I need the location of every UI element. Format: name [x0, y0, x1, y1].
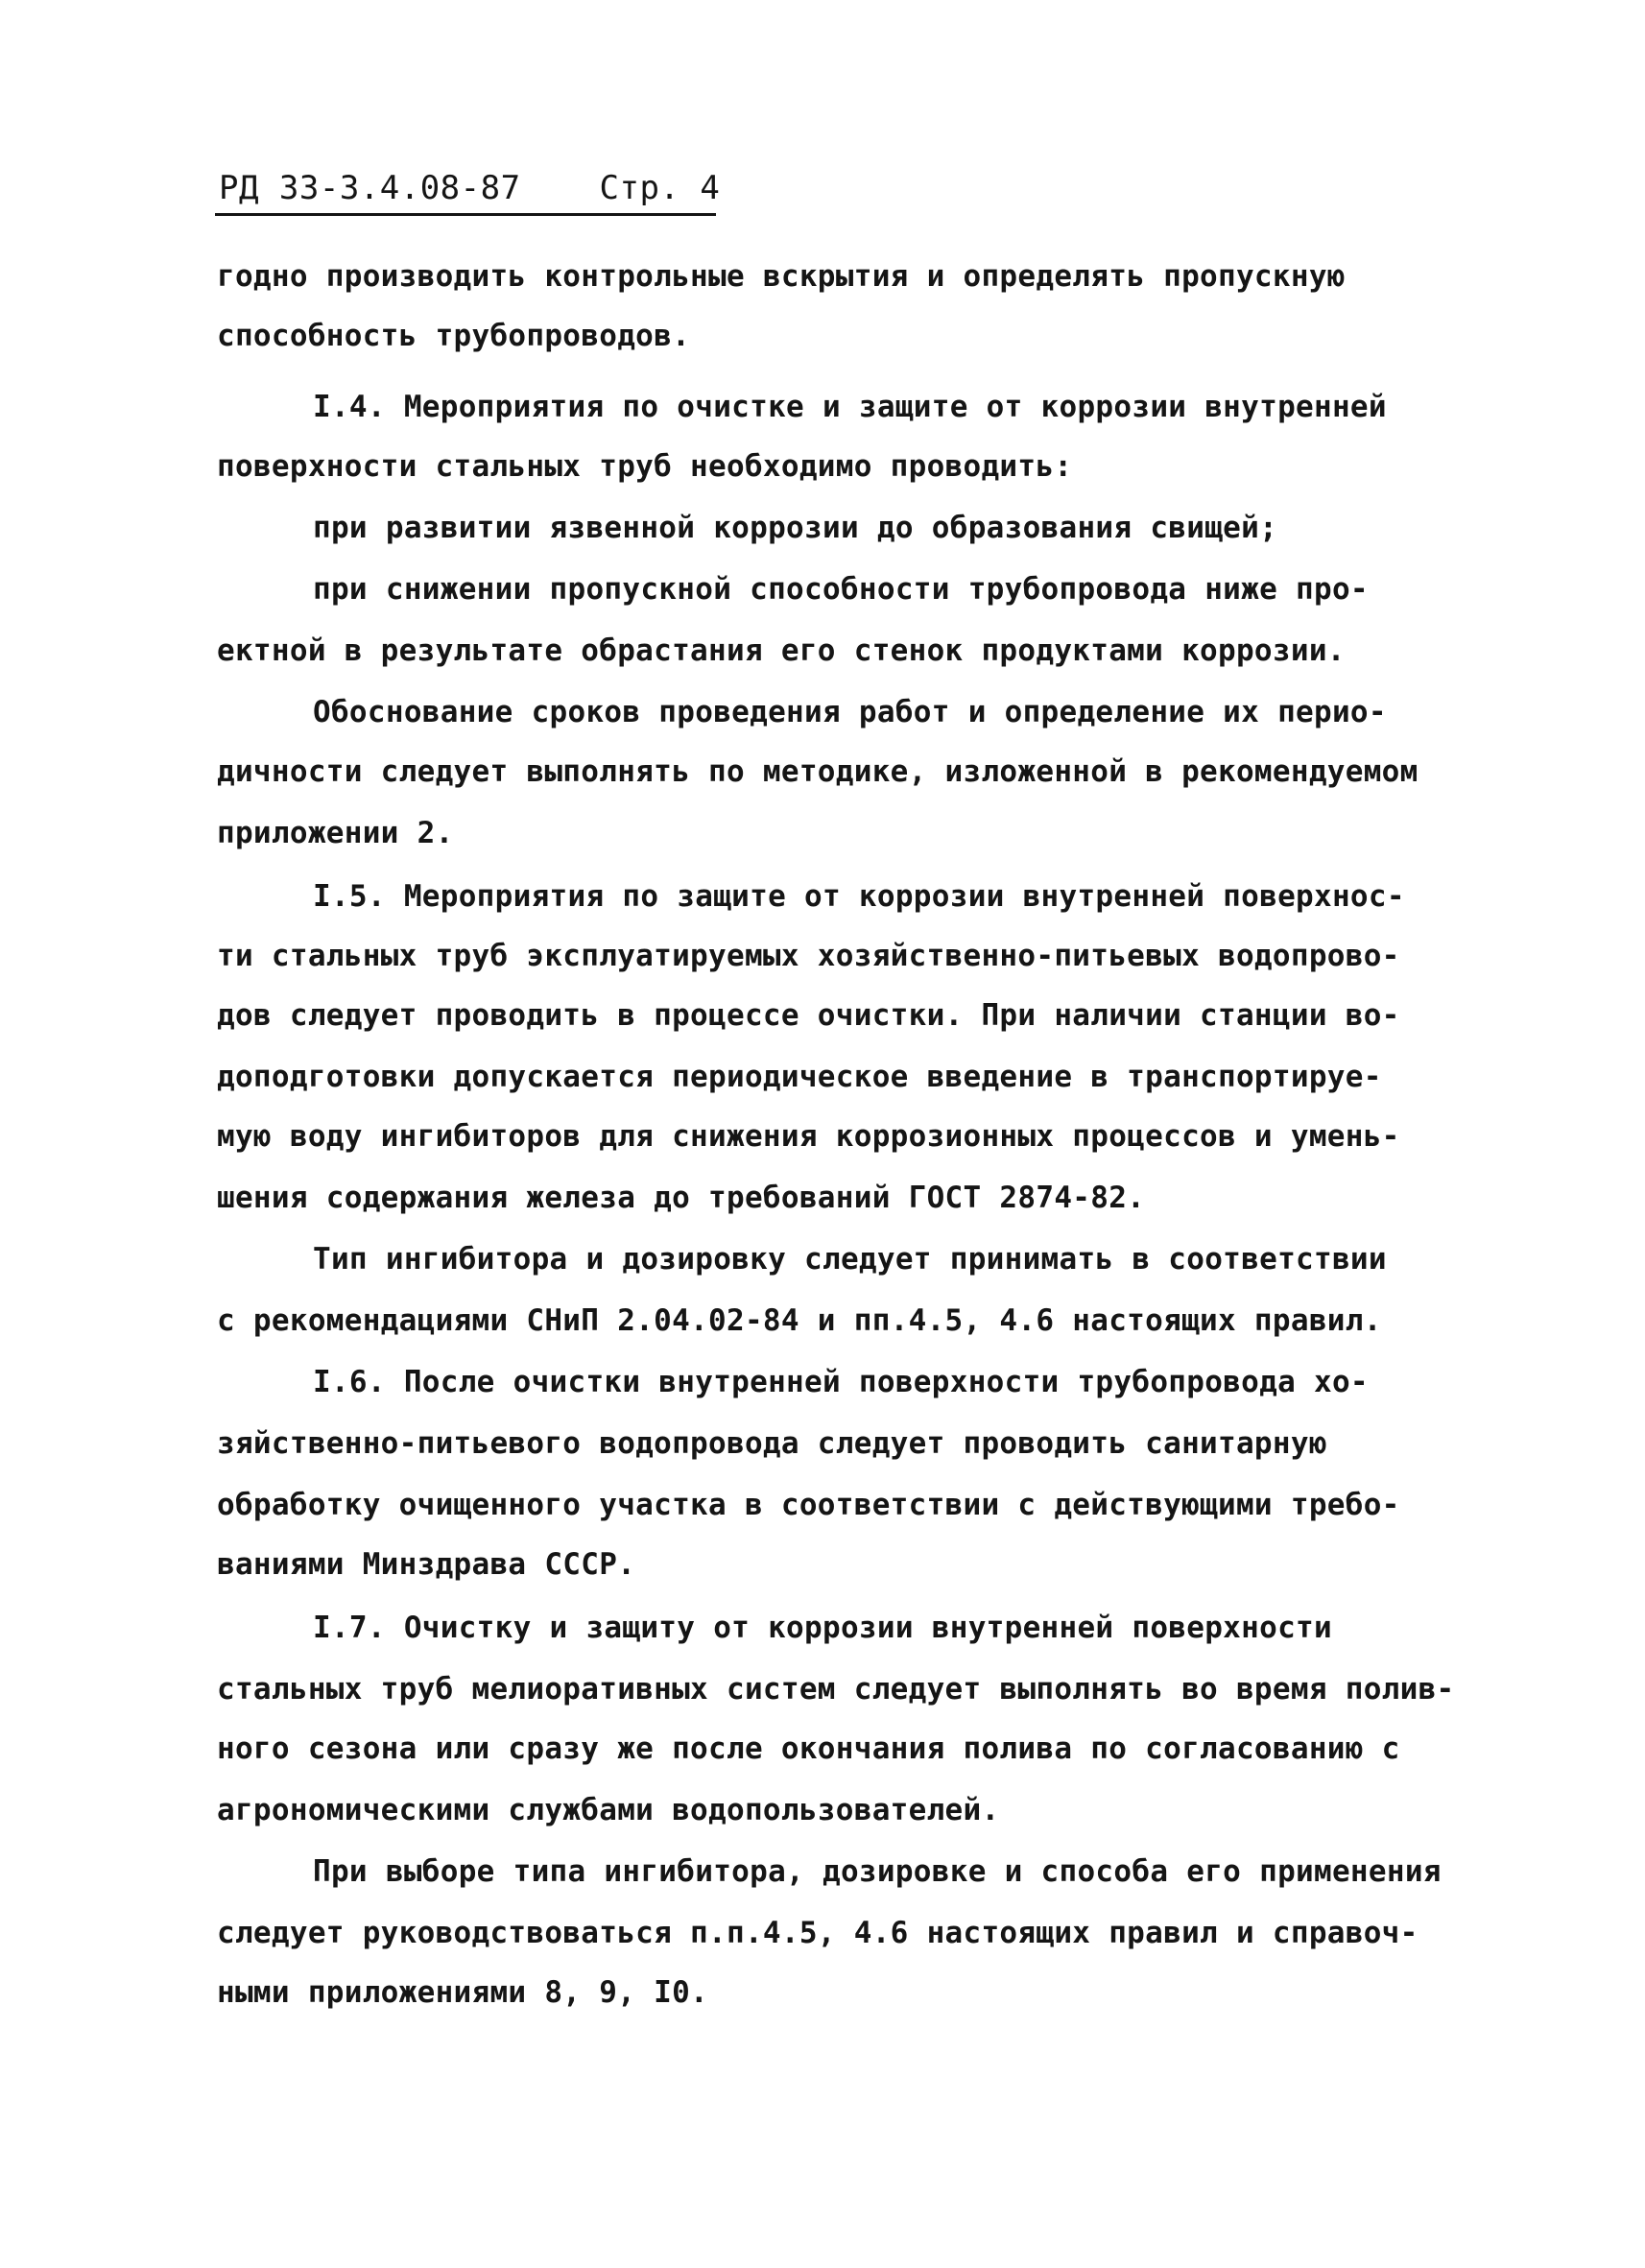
text-line: ектной в результате обрастания его стенок продуктами коррозии.	[217, 633, 1346, 668]
document-code: РД 33-3.4.08-87	[219, 169, 521, 207]
page-header	[219, 169, 720, 207]
text-line: поверхности стальных труб необходимо проводить:	[217, 449, 1073, 484]
text-line: зяйственно-питьевого водопровода следует проводить санитарную	[217, 1426, 1327, 1461]
text-line: ного сезона или сразу же после окончания полива по согласованию с	[217, 1731, 1400, 1766]
text-line: следует руководствоваться п.п.4.5, 4.6 настоящих правил и справоч-	[217, 1916, 1419, 1950]
text-line: доподготовки допускается периодическое введение в транспортируе-	[217, 1060, 1382, 1094]
page-number: Стр. 4	[599, 169, 721, 207]
text-line: стальных труб мелиоративных систем следует выполнять во время полив-	[217, 1672, 1455, 1707]
text-line: обработку очищенного участка в соответствии с действующими требо-	[217, 1488, 1400, 1522]
header-underline	[215, 213, 716, 216]
text-line: годно производить контрольные вскрытия и определять пропускную	[217, 259, 1346, 294]
text-line: дов следует проводить в процессе очистки. При наличии станции во-	[217, 998, 1400, 1033]
text-line: ти стальных труб эксплуатируемых хозяйственно-питьевых водопрово-	[217, 939, 1400, 973]
text-line: способность трубопроводов.	[217, 319, 691, 353]
text-line: мую воду ингибиторов для снижения коррозионных процессов и умень-	[217, 1119, 1400, 1154]
text-line: ваниями Минздрава СССР.	[217, 1547, 636, 1582]
text-line: при развитии язвенной коррозии до образования свищей;	[313, 511, 1278, 545]
text-line: приложении 2.	[217, 816, 454, 850]
text-line: с рекомендациями СНиП 2.04.02-84 и пп.4.5, 4.6 настоящих правил.	[217, 1303, 1382, 1338]
text-line: ными приложениями 8, 9, I0.	[217, 1975, 709, 2010]
text-line: I.6. После очистки внутренней поверхности трубопровода хо-	[313, 1365, 1369, 1399]
text-line: I.7. Очистку и защиту от коррозии внутренней поверхности	[313, 1611, 1332, 1645]
text-line: При выборе типа ингибитора, дозировке и способа его применения	[313, 1854, 1442, 1889]
text-line: Обоснование сроков проведения работ и определение их перио-	[313, 695, 1387, 729]
text-line: I.4. Мероприятия по очистке и защите от коррозии внутренней	[313, 390, 1387, 424]
text-line: агрономическими службами водопользователей.	[217, 1793, 1000, 1827]
text-line: дичности следует выполнять по методике, изложенной в рекомендуемом	[217, 754, 1419, 789]
text-line: I.5. Мероприятия по защите от коррозии внутренней поверхнос-	[313, 879, 1405, 914]
text-line: при снижении пропускной способности трубопровода ниже про-	[313, 572, 1369, 607]
text-line: шения содержания железа до требований ГОСТ 2874-82.	[217, 1181, 1146, 1215]
text-line: Тип ингибитора и дозировку следует принимать в соответствии	[313, 1242, 1387, 1277]
